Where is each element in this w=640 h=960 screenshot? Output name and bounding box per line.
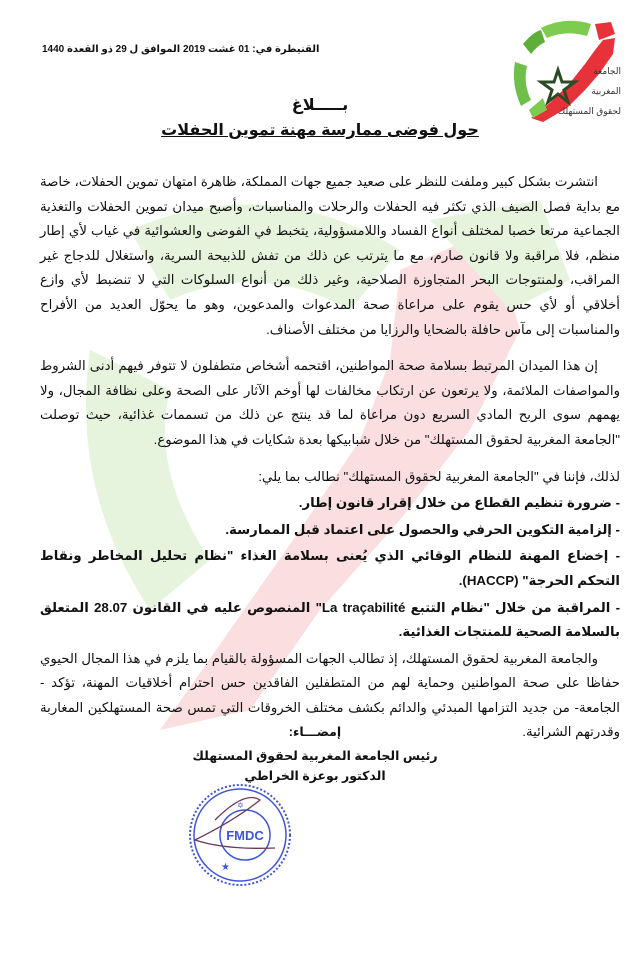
- document-body: [40, 170, 620, 745]
- star-icon: ★: [221, 862, 230, 873]
- paragraph: لذلك، فإننا في "الجامعة المغربية لحقوق المستهلك" نطالب بما يلي:: [258, 468, 620, 484]
- logo-text-line: المغربية: [591, 86, 621, 96]
- official-stamp: [185, 780, 295, 890]
- stamp-text: FMDC: [226, 828, 264, 843]
- signatory-role: رئيس الجامعة المغربية لحقوق المستهلك: [192, 749, 438, 763]
- demand-item: - إلزامية التكوين الحرفي والحصول على اعتماد قبل الممارسة.: [225, 521, 620, 537]
- date-line: القنيطرة في: 01 غشت 2019 الموافق ل 29 ذو القعدة 1440: [42, 44, 320, 55]
- document-subtitle: حول فوضى ممارسة مهنة تموين الحفلات: [161, 122, 479, 139]
- document-title: بـــــلاغ: [291, 97, 349, 114]
- paragraph: إن هذا الميدان المرتبط بسلامة صحة المواطنين، اقتحمه أشخاص متطفلون لا تتوفر فيهم أدنى الشروط والمواصفات الملائمة، ولا يرتعون عن ارتكاب مخالفات لها أوخم الآثار على الصحة وعلى نظافة المجال، ولا يهمهم سوى الربح المادي السريع دون مراعاة لما قد ينتج عن ذلك من تسممات غذائية، حيث توصلت "الجامعة المغربية لحقوق المستهلك" من خلال شبابيكها بعدة شكايات في هذا الموضوع.: [40, 358, 620, 447]
- paragraph: انتشرت بشكل كبير وملفت للنظر على صعيد جميع جهات المملكة، ظاهرة امتهان تموين الحفلات، خاصة مع بداية فصل الصيف الذي تكثر فيه الحفلات والرحلات والمناسبات، وأصبح ميدان تموين الحفلات والتغذية الجماعية مرتعا خصبا لمختلف أنواع الفساد واللامسؤولية، يتخبط في الفوضى والعشوائية في غياب لأي إطار منظم، فلا مراقبة ولا قانون صارم، مع ما يترتب عن ذلك من تفش للذبيحة السرية، واستغلال للدجاج غير المراقب، ولمنتوجات البحر المتجاوزة الصلاحية، وغير ذلك من أنواع السلوكات التي لا تنضبط لأي وازع أخلاقي أو لأي حس يقوم على مراعاة صحة المدعوات والمدعوين، وهو ما يحوّل العديد من الأفراح والمناسبات إلى مآس حافلة بالضحايا والرزايا من مختلف الأصناف.: [40, 174, 620, 337]
- demand-item: - المراقبة من خلال "نظام التتبع La traçabilité" المنصوص عليه في القانون 28.07 المتعلق بالسلامة الصحية للمنتجات الغذائية.: [40, 599, 620, 640]
- star-icon: ✡: [237, 801, 244, 810]
- demand-item: - ضرورة تنظيم القطاع من خلال إقرار قانون إطار.: [298, 495, 620, 511]
- logo-text-line: لحقوق المستهلك: [557, 106, 621, 116]
- signatory-name: الدكتور بوعزة الخراطي: [244, 769, 386, 783]
- demand-item: - إخضاع المهنة للنظام الوقائي الذي يُعنى بسلامة الغذاء "نظام تحليل المخاطر ونقاط التحكم الحرجة" (HACCP).: [40, 548, 620, 588]
- logo-text-line: الجامعة: [593, 66, 621, 76]
- org-logo: [503, 14, 627, 134]
- signature-label: إمضـــاء:: [288, 725, 342, 739]
- paragraph: والجامعة المغربية لحقوق المستهلك، إذ تطالب الجهات المسؤولة بالقيام بما يلزم في هذا المجال الحيوي حفاظا على صحة المواطنين وحماية لهم من المتطفلين الفاقدين حس احترام أخلاقيات المهنة، تؤكد - الجامعة- من جديد التزامها المبدئي والدائم بكشف مختلف الخروقات التي تمس صحة المستهلكين المغاربة وقدرتهم الشرائية.: [40, 650, 620, 740]
